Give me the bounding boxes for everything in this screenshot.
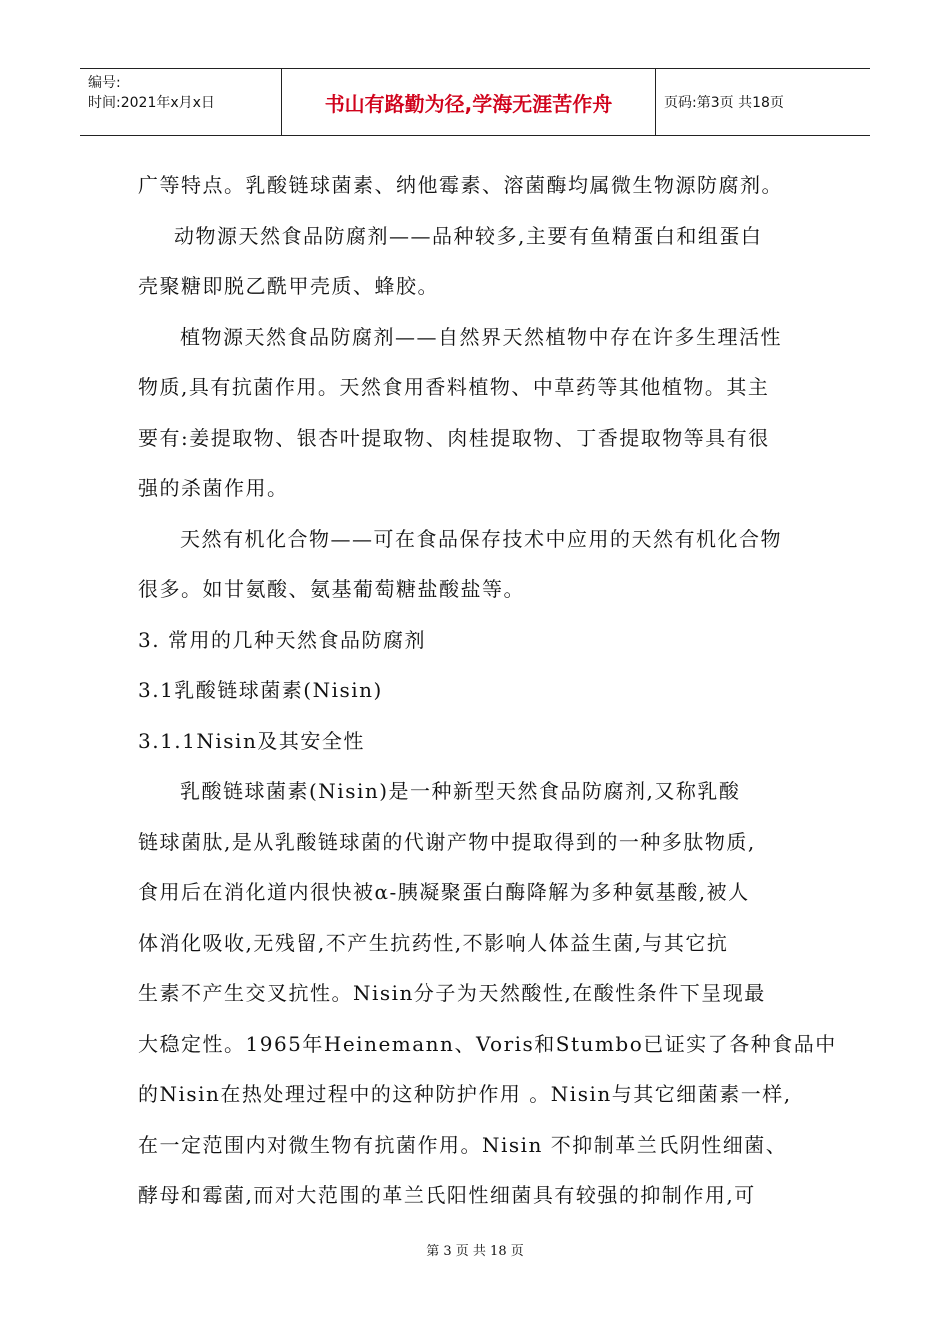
document-body bbox=[138, 160, 837, 1221]
header-motto: 书山有路勤为径,学海无涯苦作舟 bbox=[282, 69, 656, 135]
page-footer: 第 3 页 共 18 页 bbox=[426, 1244, 524, 1259]
body-line: 要有:姜提取物、银杏叶提取物、肉桂提取物、丁香提取物等具有很 bbox=[138, 425, 770, 450]
body-line: 酵母和霉菌,而对大范围的革兰氏阳性细菌具有较强的抑制作用,可 bbox=[138, 1183, 756, 1207]
body-line: 乳酸链球菌素(Nisin)是一种新型天然食品防腐剂,又称乳酸 bbox=[180, 779, 741, 803]
header-page-label: 页码:第3页 共18页 bbox=[664, 95, 784, 111]
body-line: 的Nisin在热处理过程中的这种防护作用 。Nisin与其它细菌素一样, bbox=[138, 1082, 792, 1106]
header-meta bbox=[80, 69, 282, 135]
body-line: 在一定范围内对微生物有抗菌作用。Nisin 不抑制革兰氏阴性细菌、 bbox=[138, 1132, 788, 1157]
body-line: 物质,具有抗菌作用。天然食用香料植物、中草药等其他植物。其主 bbox=[138, 375, 770, 399]
section-heading: 3.1.1Nisin及其安全性 bbox=[138, 728, 365, 753]
body-line: 壳聚糖即脱乙酰甲壳质、蜂胶。 bbox=[138, 274, 439, 298]
body-line: 食用后在消化道内很快被α-胰凝聚蛋白酶降解为多种氨基酸,被人 bbox=[138, 880, 750, 904]
body-line: 植物源天然食品防腐剂——自然界天然植物中存在许多生理活性 bbox=[180, 324, 782, 349]
body-line: 生素不产生交叉抗性。Nisin分子为天然酸性,在酸性条件下呈现最 bbox=[138, 981, 766, 1005]
body-line: 大稳定性。1965年Heinemann、Voris和Stumbo已证实了各种食品中 bbox=[138, 1031, 837, 1056]
body-line: 动物源天然食品防腐剂——品种较多,主要有鱼精蛋白和组蛋白 bbox=[174, 223, 763, 248]
body-line: 很多。如甘氨酸、氨基葡萄糖盐酸盐等。 bbox=[138, 577, 525, 601]
time-label: 时间:2021年x月x日 bbox=[88, 95, 215, 111]
section-heading: 3.1乳酸链球菌素(Nisin) bbox=[138, 678, 383, 702]
body-line: 广等特点。乳酸链球菌素、纳他霉素、溶菌酶均属微生物源防腐剂。 bbox=[138, 173, 783, 197]
body-line: 体消化吸收,无残留,不产生抗药性,不影响人体益生菌,与其它抗 bbox=[138, 930, 729, 955]
section-heading: 3. 常用的几种天然食品防腐剂 bbox=[138, 627, 426, 652]
body-line: 天然有机化合物——可在食品保存技术中应用的天然有机化合物 bbox=[180, 526, 782, 551]
body-line: 强的杀菌作用。 bbox=[138, 476, 289, 500]
body-line: 链球菌肽,是从乳酸链球菌的代谢产物中提取得到的一种多肽物质, bbox=[138, 829, 756, 854]
number-label: 编号: bbox=[88, 75, 121, 91]
page-header bbox=[80, 68, 870, 136]
